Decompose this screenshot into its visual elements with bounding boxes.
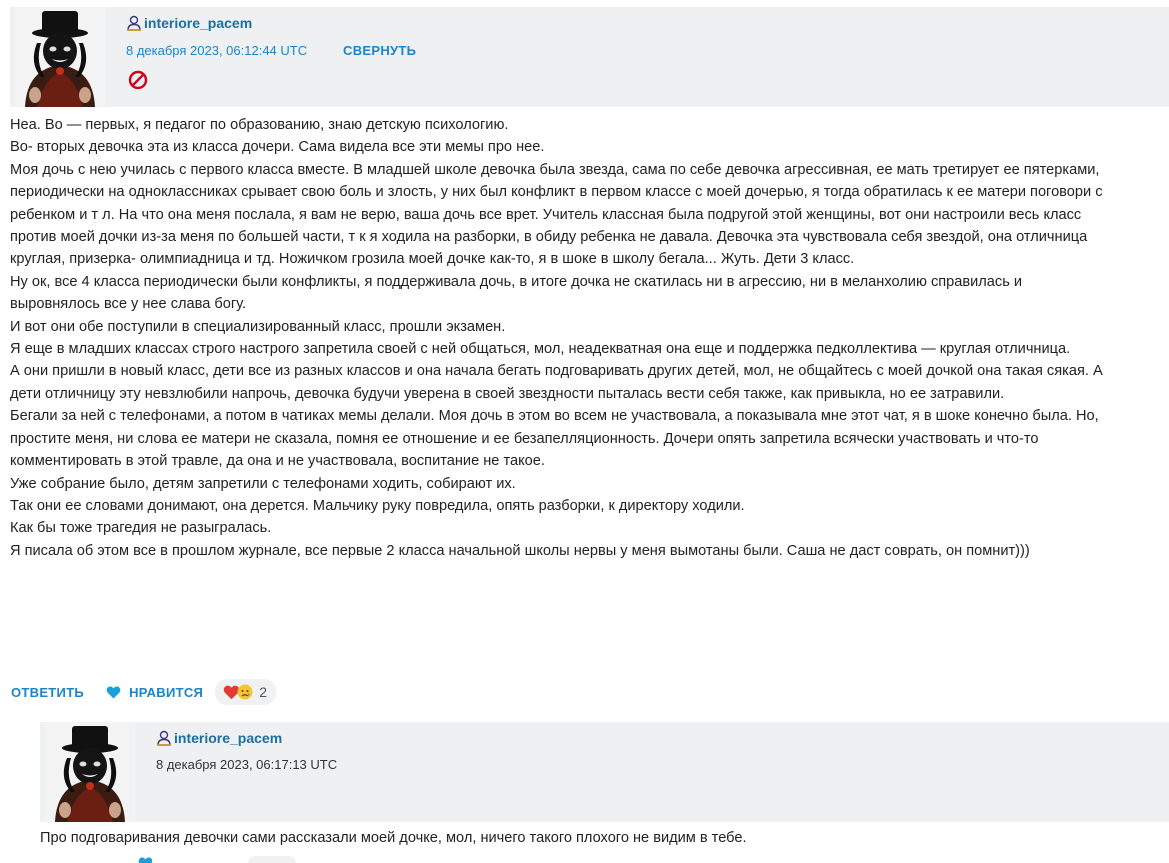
reply-reactions-badge[interactable] <box>248 856 296 863</box>
comment-paragraph: Как бы тоже трагедия не разыгралась. <box>10 520 272 537</box>
comment-paragraph: Уже собрание было, детям запретили с телефонами ходить, собирают их. <box>10 475 516 492</box>
like-label: НРАВИТСЯ <box>129 684 204 700</box>
reply-date: 8 декабря 2023, 06:17:13 UTC <box>156 757 338 772</box>
reaction-count: 2 <box>259 684 268 700</box>
comment-paragraph: комментировать в этой травле, да она и не участвовала, воспитание не такое. <box>10 453 545 470</box>
crying-face-icon <box>237 684 253 700</box>
username-text: interiore_pacem <box>144 15 253 31</box>
reply-username-link[interactable] <box>156 730 282 746</box>
collapse-button[interactable]: СВЕРНУТЬ <box>343 43 417 58</box>
comment-paragraph: Ну ок, все 4 класса периодически были конфликты, я поддерживала дочь, в итоге дочка не скатилась ни в агрессию, ни в меланхолию справилась и выровнялось все у нее слава богу. <box>10 273 1027 313</box>
reply-avatar[interactable] <box>45 722 135 822</box>
comment-paragraph: Во- вторых девочка эта из класса дочери. Сама видела все эти мемы про нее. <box>10 139 545 156</box>
reactions-badge[interactable] <box>215 679 276 705</box>
reply-body <box>40 827 1140 849</box>
comment-paragraph: Моя дочь с нею училась с первого класса вместе. В младшей школе девочка была звезда, сама по себе девочка агрессивная, ее мать третирует ее пятерками, периодически на одноклассниках срывает свою боль и злость, у них был конфликт в первом классе с моей дочерью, я тогда обратилась к ее матери поговори с ребенком и т л. На что она меня послала, я вам не верю, ваша дочь все врет. Учитель классная была подругой этой женщины, вот они настроили весь класс против моей дочки из-за меня по большей части, т к я ходила на разборки, в обиду ребенка не давала. Девочка эта чувствовала себя звездой, она отличница круглая, призерка- олимпиадница и тд. Ножичком грозила моей дочке как-то, я в шоке в школу бегала... Жуть. Дети 3 класс. <box>10 161 1107 268</box>
comment-body <box>10 114 1115 562</box>
comment-paragraph: А они пришли в новый класс, дети все из разных классов и она начала бегать подговаривать других детей, мол, не общайтесь с моей дочкой она такая сякая. А дети отличницу эту невзлюбили напрочь, девочка будучи уверена в своей звездности пыталась вести себя также, как привыкла, но ее затравили. <box>10 363 1107 402</box>
comment-actions <box>11 679 276 705</box>
comment-paragraph: Я еще в младших классах строго настрого запретила своей с ней общаться, мол, неадекватная она еще и поддержка педколлектива — круглая отличница. <box>10 341 1071 358</box>
comment-paragraph: Неа. Во — первых, я педагог по образованию, знаю детскую психологию. <box>10 117 509 133</box>
comment-paragraph: И вот они обе поступили в специализированный класс, прошли экзамен. <box>10 318 506 335</box>
reply-text: Про подговаривания девочки сами рассказали моей дочке, мол, ничего такого плохого не видим в тебе. <box>40 830 747 846</box>
comment-date-link[interactable]: 8 декабря 2023, 06:12:44 UTC <box>126 43 308 58</box>
comment-paragraph: Так они ее словами донимают, она дерется. Мальчику руку повредила, опять разборки, к директору ходили. <box>10 497 745 514</box>
reply-like-heart-icon[interactable] <box>138 857 152 863</box>
comment-paragraph: Бегали за ней с телефонами, а потом в чатиках мемы делали. Моя дочь в этом во всем не участвовала, а показывала мне этот чат, я в шоке конечно была. Но, простите меня, ни слова ее матери не сказала, помня ее отношение и ее безапелляционность. Дочери опять запретила всячески участвовать и что-то <box>10 408 1103 447</box>
reply-username-text: interiore_pacem <box>174 730 283 746</box>
comment-paragraph: Я писала об этом все в прошлом журнале, все первые 2 класса начальной школы нервы у меня вымотаны были. Саша не даст соврать, он помнит))) <box>10 542 1030 559</box>
avatar[interactable] <box>15 7 105 107</box>
user-icon <box>126 15 142 31</box>
ban-icon[interactable] <box>127 69 149 91</box>
username-link[interactable] <box>126 15 252 31</box>
like-button[interactable] <box>106 685 203 700</box>
user-icon <box>156 730 172 746</box>
heart-icon <box>106 686 121 699</box>
reply-button[interactable]: ОТВЕТИТЬ <box>11 684 85 700</box>
